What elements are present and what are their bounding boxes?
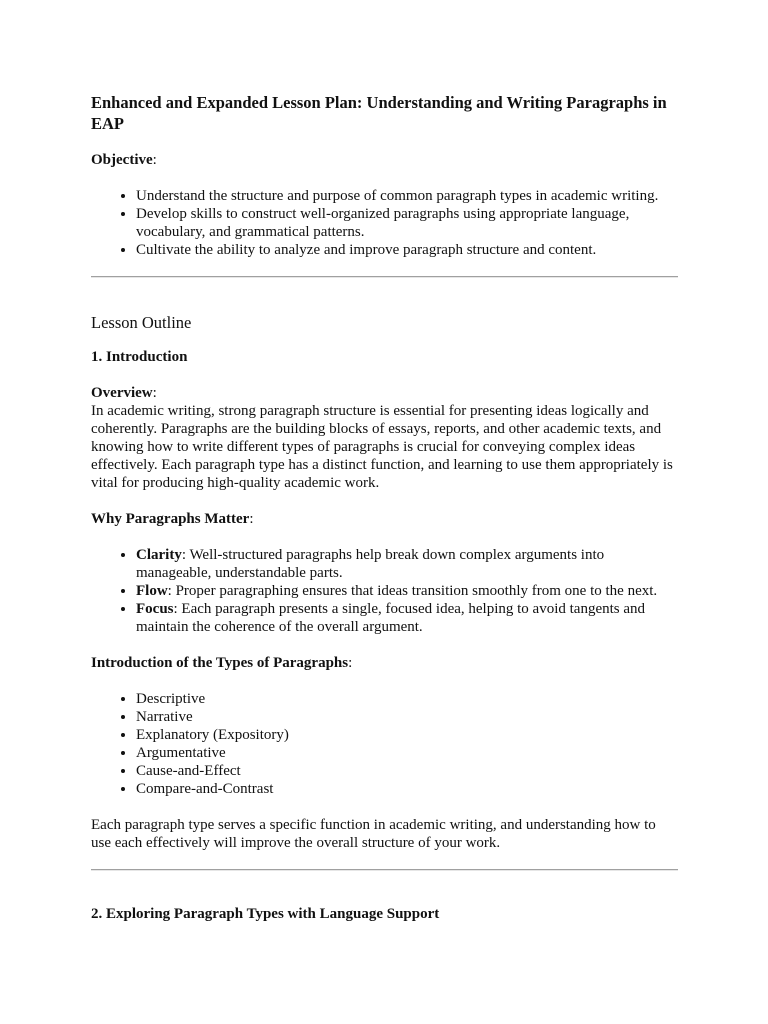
list-item	[136, 582, 678, 600]
term-focus: Focus	[136, 601, 174, 617]
objective-label-line	[91, 151, 678, 169]
introduction-heading: 1. Introduction	[91, 349, 188, 365]
list-item	[136, 600, 678, 636]
why-paragraphs-list	[91, 546, 678, 636]
term-description: : Well-structured paragraphs help break down complex arguments into manageable, understandable parts.	[136, 547, 605, 581]
colon: :	[348, 655, 353, 671]
objective-list	[91, 187, 678, 259]
colon: :	[152, 152, 157, 168]
types-closing-text: Each paragraph type serves a specific function in academic writing, and understanding how to use each effectively will improve the overall structure of your work.	[91, 817, 656, 851]
why-paragraphs-label: Why Paragraphs Matter	[91, 511, 250, 527]
list-item: • Understand the structure and purpose of common paragraph types in academic writing.	[136, 187, 678, 205]
why-paragraphs-label-line	[91, 510, 678, 528]
paragraph-types-list	[91, 690, 678, 798]
term-flow: Flow	[136, 583, 168, 599]
list-item: • Develop skills to construct well-organized paragraphs using appropriate language, vocabulary, and grammatical patterns.	[136, 205, 678, 241]
list-item	[136, 546, 678, 582]
section-divider	[91, 869, 678, 871]
types-label-line	[91, 654, 678, 672]
section-2-heading: 2. Exploring Paragraph Types with Language Support	[91, 906, 440, 922]
list-item: • Cultivate the ability to analyze and improve paragraph structure and content.	[136, 241, 678, 259]
list-item: • Compare-and-Contrast	[136, 780, 678, 798]
term-description: : Proper paragraphing ensures that ideas transition smoothly from one to the next.	[167, 583, 658, 599]
colon: :	[152, 385, 157, 401]
term-clarity: Clarity	[136, 547, 182, 563]
list-item: • Descriptive	[136, 690, 678, 708]
document-title: Enhanced and Expanded Lesson Plan: Understanding and Writing Paragraphs in EAP	[91, 93, 667, 133]
list-item: • Narrative	[136, 708, 678, 726]
list-item: • Cause-and-Effect	[136, 762, 678, 780]
list-item: • Explanatory (Expository)	[136, 726, 678, 744]
section-divider	[91, 276, 678, 278]
types-label: Introduction of the Types of Paragraphs	[91, 655, 349, 671]
overview-label-line	[91, 384, 678, 402]
list-item: • Argumentative	[136, 744, 678, 762]
overview-label: Overview	[91, 385, 153, 401]
overview-text: In academic writing, strong paragraph structure is essential for presenting ideas logically and coherently. Paragraphs are the building blocks of essays, reports, and other academic texts, and knowing how to write different types of paragraphs is crucial for conveying complex ideas effectively. Each paragraph type has a distinct function, and learning to use them appropriately is vital for producing high-quality academic work.	[91, 403, 673, 491]
lesson-outline-heading: Lesson Outline	[91, 313, 192, 332]
objective-label: Objective	[91, 152, 153, 168]
term-description: : Each paragraph presents a single, focused idea, helping to avoid tangents and maintain the coherence of the overall argument.	[136, 601, 646, 635]
colon: :	[249, 511, 254, 527]
